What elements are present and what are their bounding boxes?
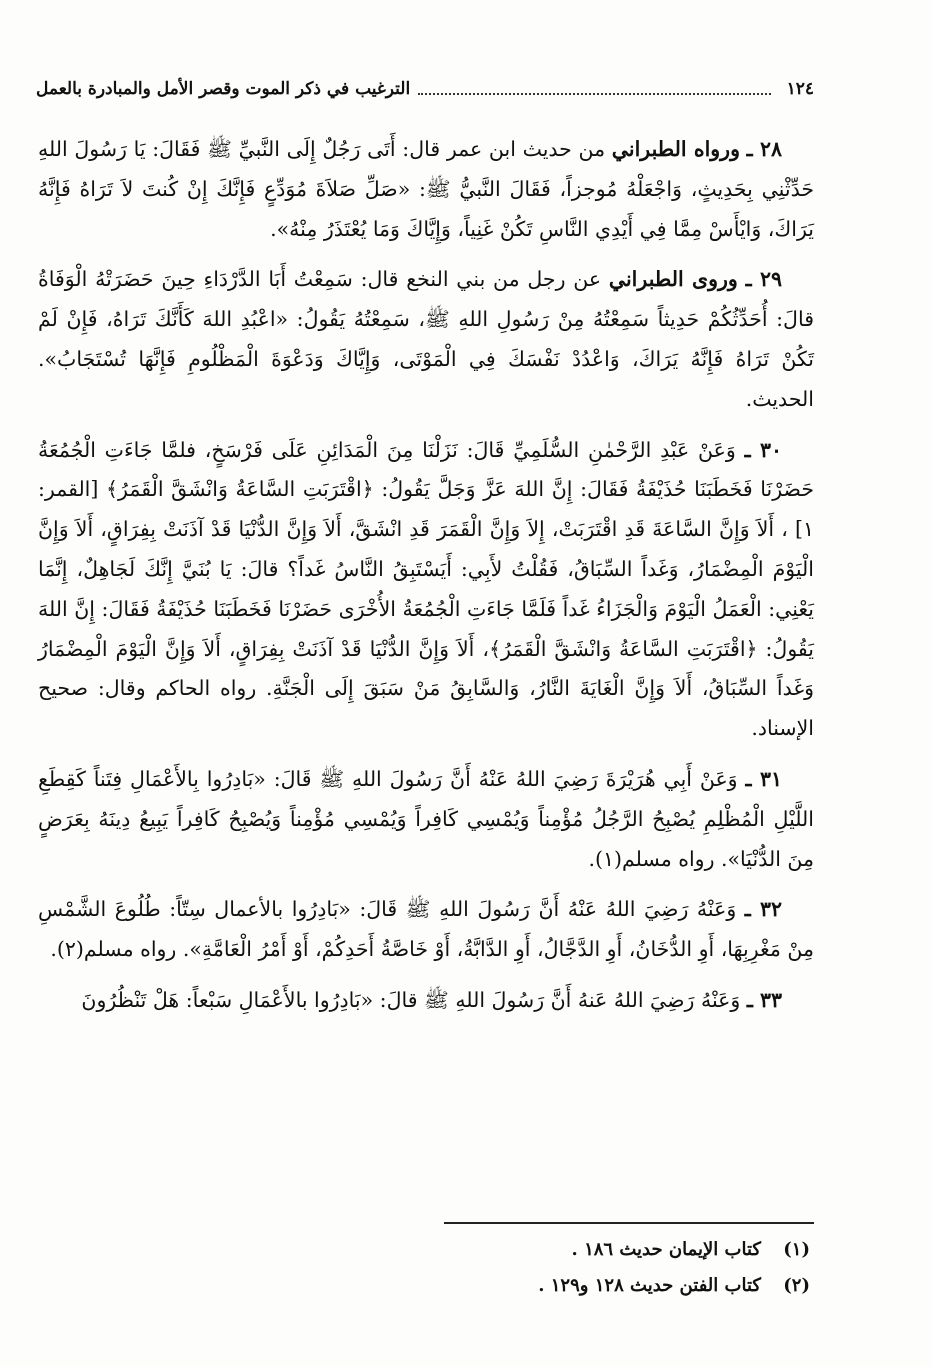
hadith-lead: وروى الطبراني [608,267,738,292]
header-title: الترغيب في ذكر الموت وقصر الأمل والمبادرة بالعمل [36,79,411,99]
hadith-number: ٣١ ـ [745,766,782,791]
hadith-number: ٣٣ ـ [746,987,782,1012]
hadith-paragraph-31 [38,760,814,879]
footnote-number: (٢) [783,1275,810,1296]
footnote-item [38,1268,814,1304]
hadith-text: وَعَنْ عَبْدِ الرَّحْمٰنِ السُّلَمِيِّ قَالَ: نَزَلْنَا مِنَ الْمَدَائِنِ عَلَى فَرْسَخٍ، فلمَّا جَاءَتِ الْجُمُعَةُ حَضَرْنَا فَخَطَبَنَا حُذَيْفَةُ فَقَالَ: إِنَّ اللهَ عَزَّ وَجَلَّ يَقُولُ: ﴿اقْتَرَبَتِ السَّاعَةُ وَانْشَقَّ الْقَمَرُ﴾ [القمر: ١] ، أَلاَ وَإِنَّ السَّاعَةَ قَدِ اقْتَرَبَتْ، إِلاَ وَإِنَّ الْقَمَرَ قَدِ انْشَقَّ، أَلاَ وَإِنَّ الدُّنْيَا قَدْ آذَنَتْ بِفِرَاقٍ، أَلاَ وَإِنَّ الْيَوْمَ الْمِضْمَارُ، وَغَداً السِّبَاقُ، فَقُلْتُ لأَبِي: أَيَسْتَبِقُ النَّاسُ غَداً؟ قالَ: يَا بُنَيَّ إِنَّكَ لَجَاهِلٌ، إِنَّمَا يَعْنِي: الْعَمَلُ الْيَوْمَ وَالْجَزَاءُ غَداً فَلَمَّا جَاءَتِ الْجُمُعَةُ الأُخْرَى حَضَرْنَا فَخَطَبَنَا حُذَيْفَةُ فَقَالَ: إِنَّ اللهَ يَقُولُ: ﴿اقْتَرَبَتِ السَّاعَةُ وَانْشَقَّ الْقَمَرُ﴾، أَلاَ وَإِنَّ الدُّنْيَا قَدْ آذَنَتْ بِفِرَاقٍ، أَلاَ وَإِنَّ الْيَوْمَ الْمِضْمَارُ وَغَداً السِّبَاقُ، أَلاَ وَإِنَّ الْغَايَةَ النَّارُ، وَالسَّابِقُ مَنْ سَبَقَ إِلَى الْجَنَّةِ. رواه الحاكم وقال: صحيح الإسناد. [38,437,815,741]
hadith-paragraph-29 [38,260,814,419]
footnote-text: كتاب الفتن حديث ١٢٨ و١٢٩ . [538,1275,761,1296]
hadith-text: من حديث ابن عمر قال: أَتَى رَجُلٌ إِلَى النَّبيِّ ﷺ فَقَالَ: يَا رَسُولَ اللهِ حَدِّثْنِي بِحَدِيثٍ، وَاجْعَلْهُ مُوجزاً، فَقَالَ النَّبيُّ ﷺ: «صَلِّ صَلاَةَ مُوَدِّعٍ فَإِنَّكَ إِنْ كُنتَ لاَ تَرَاهُ فَإِنَّهُ يَرَاكَ، وَايْأَسْ مِمَّا فِي أَيْدِي النَّاسِ تَكُنْ غَنِياً، وَإِيَّاكَ وَمَا يُعْتَذَرُ مِنْهُ». [38,137,814,241]
footnote-divider [444,1222,814,1224]
hadith-text: عن رجل من بني النخع قال: سَمِعْتُ أَبَا الدَّرْدَاءِ حِينَ حَضَرَتْهُ الْوَفَاةُ قالَ: أُحَدِّثُكُمْ حَدِيثاً سَمِعْتُهُ مِنْ رَسُولِ اللهِ ﷺ، سَمِعْتُهُ يَقُولُ: «اعْبُدِ اللهَ كَأَنَّكَ تَرَاهُ، فَإِنْ لَمْ تَكُنْ تَرَاهُ فَإِنَّهُ يَرَاكَ، وَاعْدُدْ نَفْسَكَ فِي الْمَوْتَى، وَإِيَّاكَ وَدَعْوَةَ الْمَظْلُومِ فَإِنَّهَا تُسْتَجَابُ». الحديث. [38,267,814,411]
hadith-number: ٢٨ ـ [746,137,783,161]
footnotes [38,1232,814,1304]
hadith-text: وَعَنْ أَبِي هُرَيْرَةَ رَضِيَ اللهُ عَنْهُ أَنَّ رَسُولَ اللهِ ﷺ قَالَ: «بَادِرُوا بِالأَعْمَالِ فِتَناً كَقِطَعِ اللَّيْلِ الْمُظْلِمِ يُصْبِحُ الرَّجُلُ مُؤْمِناً وَيُمْسِي كَافِراً وَيُمْسِي مُؤْمِناً وَيُصْبِحُ كَافِراً يَبِيعُ دِينَهُ بِعَرَضٍ مِنَ الدُّنْيَا». رواه مسلم(١). [38,766,814,871]
hadith-paragraph-33 [38,981,814,1021]
hadith-text: وَعَنْهُ رَضِيَ اللهُ عَنهُ أَنَّ رَسُولَ اللهِ ﷺ قالَ: «بَادِرُوا بالأَعْمَالِ سَبْعاً: هَلْ تَنْظُرُونَ [81,987,741,1012]
footnote-text: كتاب الإيمان حديث ١٨٦ . [571,1239,761,1260]
hadith-text: وَعَنْهُ رَضِيَ اللهُ عَنْهُ أَنَّ رَسُولَ اللهِ ﷺ قَالَ: «بَادِرُوا بالأعمال سِتّاً: طُلُوعَ الشَّمْسِ مِنْ مَغْرِبِهَا، أَوِ الدُّخَانُ، أَوِ الدَّجَّالُ، أَوِ الدَّابَّةُ، أَوْ خَاصَّةُ أَحَدِكُمْ، أَوْ أَمْرُ الْعَامَّةِ». رواه مسلم(٢). [38,897,814,962]
running-header [36,74,814,104]
hadith-number: ٢٩ ـ [745,267,782,292]
hadith-paragraph-32 [38,890,814,970]
page-number: ١٢٤ [786,79,814,99]
footnote-item [38,1232,814,1268]
hadith-lead: ورواه الطبراني [611,137,740,161]
hadith-number: ٣٠ ـ [744,437,782,462]
hadith-number: ٣٢ ـ [744,897,782,922]
footnote-number: (١) [783,1239,810,1260]
page-body [38,130,814,1032]
hadith-paragraph-30 [38,431,814,749]
header-dot-leader [418,83,770,95]
hadith-paragraph-28 [38,130,814,249]
